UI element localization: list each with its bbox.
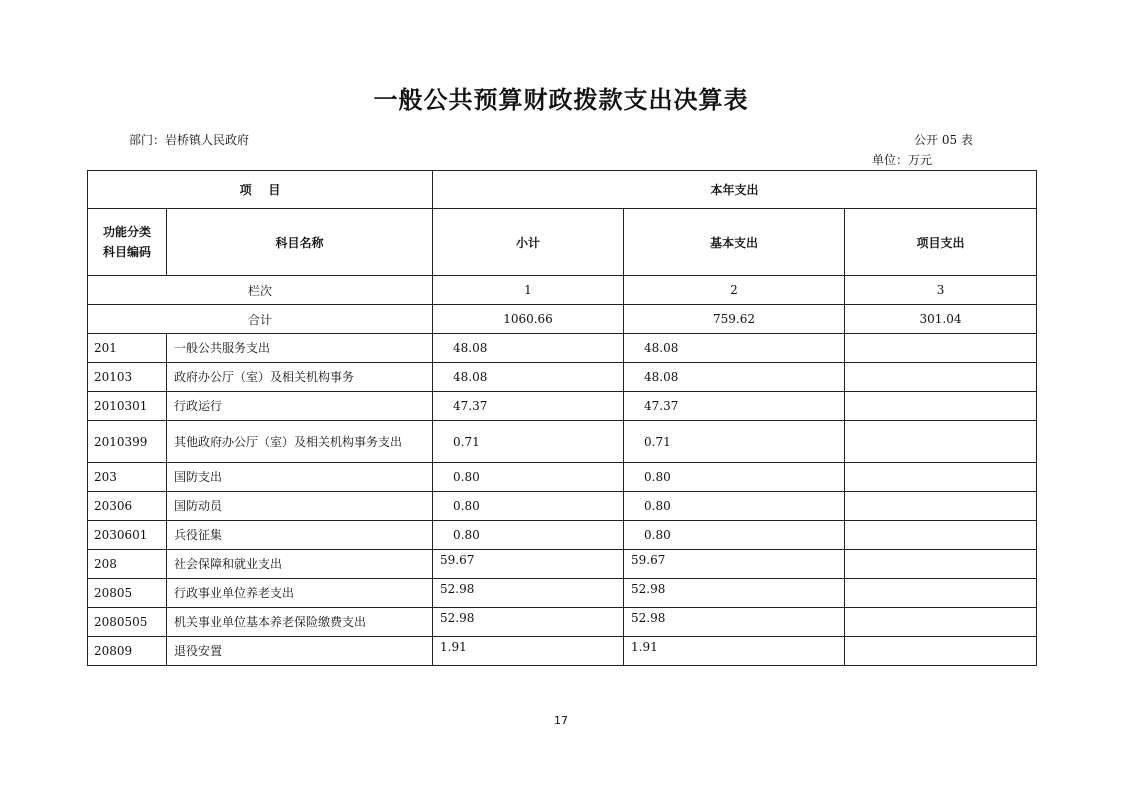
row-project <box>845 421 1037 463</box>
row-name: 退役安置 <box>167 637 433 666</box>
row-basic: 0.80 <box>624 463 845 492</box>
row-subtotal: 48.08 <box>433 334 624 363</box>
header-item: 项 目 <box>88 171 433 209</box>
row-project <box>845 363 1037 392</box>
row-code: 203 <box>88 463 167 492</box>
table-row <box>88 521 1037 550</box>
table-row <box>88 421 1037 463</box>
row-code: 208 <box>88 550 167 579</box>
table-row <box>88 608 1037 637</box>
row-subtotal: 52.98 <box>433 608 624 637</box>
row-basic: 0.80 <box>624 492 845 521</box>
row-name: 国防支出 <box>167 463 433 492</box>
total-project: 301.04 <box>845 305 1037 334</box>
row-project <box>845 550 1037 579</box>
table-row <box>88 363 1037 392</box>
header-row-1 <box>88 171 1037 209</box>
column-number-3: 3 <box>845 276 1037 305</box>
total-basic: 759.62 <box>624 305 845 334</box>
row-basic: 0.80 <box>624 521 845 550</box>
row-name: 机关事业单位基本养老保险缴费支出 <box>167 608 433 637</box>
total-label: 合计 <box>88 305 433 334</box>
unit-label: 单位：万元 <box>872 153 933 167</box>
row-project <box>845 463 1037 492</box>
row-code: 20103 <box>88 363 167 392</box>
header-code: 功能分类科目编码 <box>88 209 167 276</box>
header-subtotal: 小计 <box>433 209 624 276</box>
row-project <box>845 392 1037 421</box>
row-basic: 1.91 <box>624 637 845 666</box>
row-project <box>845 521 1037 550</box>
department-label: 部门：岩桥镇人民政府 <box>129 133 250 147</box>
row-code: 20306 <box>88 492 167 521</box>
row-project <box>845 637 1037 666</box>
row-name: 社会保障和就业支出 <box>167 550 433 579</box>
row-name: 政府办公厅（室）及相关机构事务 <box>167 363 433 392</box>
total-row <box>88 305 1037 334</box>
table-row <box>88 579 1037 608</box>
row-basic: 48.08 <box>624 334 845 363</box>
row-project <box>845 579 1037 608</box>
row-project <box>845 608 1037 637</box>
row-subtotal: 0.80 <box>433 492 624 521</box>
expenditure-table <box>87 170 1037 666</box>
table-row <box>88 637 1037 666</box>
row-basic: 47.37 <box>624 392 845 421</box>
table-row <box>88 550 1037 579</box>
row-subtotal: 0.80 <box>433 463 624 492</box>
row-name: 其他政府办公厅（室）及相关机构事务支出 <box>167 421 433 463</box>
row-subtotal: 0.80 <box>433 521 624 550</box>
row-project <box>845 492 1037 521</box>
header-project: 项目支出 <box>845 209 1037 276</box>
table-row <box>88 492 1037 521</box>
column-number-label: 栏次 <box>88 276 433 305</box>
column-number-1: 1 <box>433 276 624 305</box>
row-name: 兵役征集 <box>167 521 433 550</box>
row-code: 201 <box>88 334 167 363</box>
row-code: 2010399 <box>88 421 167 463</box>
report-title: 一般公共预算财政拨款支出决算表 <box>373 86 749 114</box>
form-number: 公开 05 表 <box>914 133 973 147</box>
row-code: 2010301 <box>88 392 167 421</box>
table-row <box>88 392 1037 421</box>
row-subtotal: 47.37 <box>433 392 624 421</box>
row-code: 20809 <box>88 637 167 666</box>
row-code: 20805 <box>88 579 167 608</box>
row-name: 行政事业单位养老支出 <box>167 579 433 608</box>
column-number-row <box>88 276 1037 305</box>
row-code: 2030601 <box>88 521 167 550</box>
row-subtotal: 59.67 <box>433 550 624 579</box>
row-subtotal: 0.71 <box>433 421 624 463</box>
row-basic: 52.98 <box>624 579 845 608</box>
table-row <box>88 463 1037 492</box>
row-name: 一般公共服务支出 <box>167 334 433 363</box>
column-number-2: 2 <box>624 276 845 305</box>
header-current-year: 本年支出 <box>433 171 1037 209</box>
row-basic: 59.67 <box>624 550 845 579</box>
row-code: 2080505 <box>88 608 167 637</box>
row-subtotal: 52.98 <box>433 579 624 608</box>
row-subtotal: 1.91 <box>433 637 624 666</box>
row-basic: 48.08 <box>624 363 845 392</box>
row-subtotal: 48.08 <box>433 363 624 392</box>
row-project <box>845 334 1037 363</box>
header-name: 科目名称 <box>167 209 433 276</box>
header-basic: 基本支出 <box>624 209 845 276</box>
row-name: 行政运行 <box>167 392 433 421</box>
row-basic: 0.71 <box>624 421 845 463</box>
table-row <box>88 334 1037 363</box>
page-number: 17 <box>554 714 568 727</box>
row-name: 国防动员 <box>167 492 433 521</box>
header-row-2 <box>88 209 1037 276</box>
row-basic: 52.98 <box>624 608 845 637</box>
total-subtotal: 1060.66 <box>433 305 624 334</box>
